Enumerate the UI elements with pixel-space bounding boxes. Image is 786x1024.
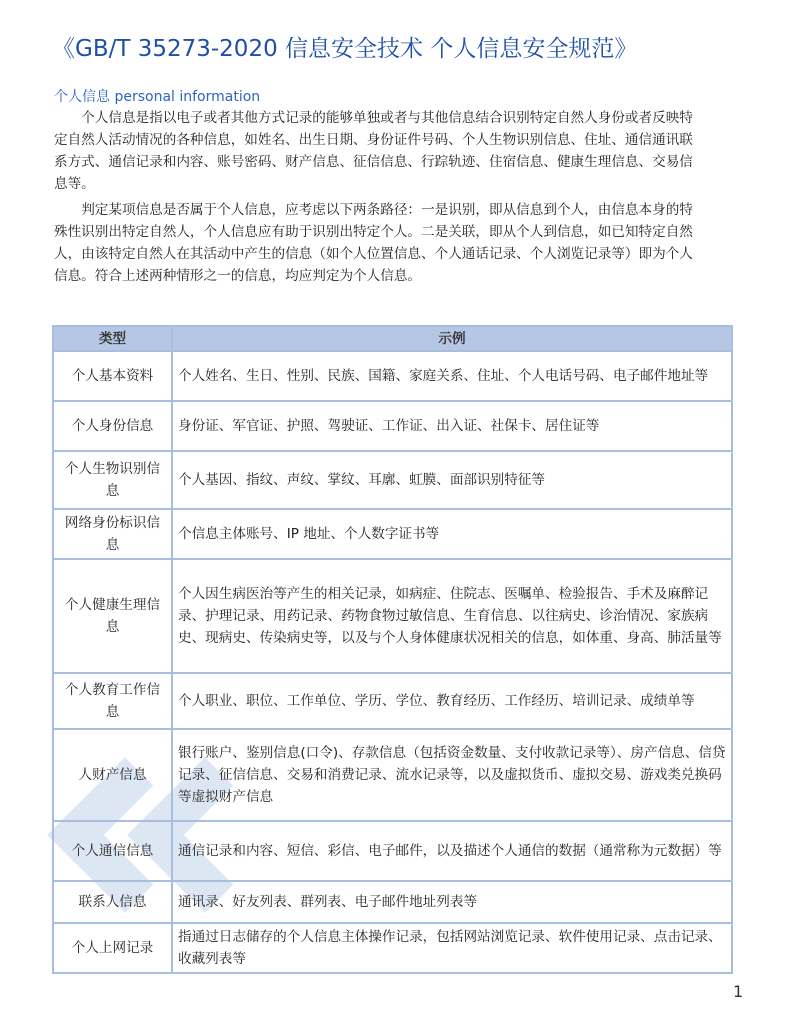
row-type: 个人通信信息 [53,821,172,881]
row-type: 联系人信息 [53,881,172,923]
document-title: 《GB/T 35273-2020 信息安全技术 个人信息安全规范》 [52,36,638,62]
row-example: 个人姓名、生日、性别、民族、国籍、家庭关系、住址、个人电话号码、电子邮件地址等 [172,351,732,401]
row-example: 身份证、军官证、护照、驾驶证、工作证、出入证、社保卡、居住证等 [172,401,732,451]
row-example: 个人因生病医治等产生的相关记录，如病症、住院志、医嘱单、检验报告、手术及麻醉记录、护理记录、用药记录、药物食物过敏信息、生育信息、以往病史、诊治情况、家族病史、现病史、传染病史等，以及与个人身体健康状况相关的信息，如体重、身高、肺活量等 [172,559,732,673]
definition-paragraph: 个人信息是指以电子或者其他方式记录的能够单独或者与其他信息结合识别特定自然人身份或者反映特定自然人活动情况的各种信息，如姓名、出生日期、身份证件号码、个人生物识别信息、住址、通信通讯联系方式、通信记录和内容、账号密码、财产信息、征信信息、行踪轨迹、住宿信息、健康生理信息、交易信息等。 [54,110,693,192]
table-row [53,509,732,559]
term-heading: 个人信息 personal information [54,89,261,105]
table-row [53,881,732,923]
table-row [53,351,732,401]
table-row [53,821,732,881]
table-row [53,451,732,509]
table-header-row [53,326,732,351]
row-example: 指通过日志储存的个人信息主体操作记录，包括网站浏览记录、软件使用记录、点击记录、收藏列表等 [172,923,732,973]
row-example: 个信息主体账号、IP 地址、个人数字证书等 [172,509,732,559]
table-row [53,923,732,973]
table-row [53,673,732,729]
row-example: 银行账户、鉴别信息(口令)、存款信息（包括资金数量、支付收款记录等）、房产信息、信贷记录、征信信息、交易和消费记录、流水记录等，以及虚拟货币、虚拟交易、游戏类兑换码等虚拟财产信息 [172,729,732,821]
table-row [53,559,732,673]
table-row [53,729,732,821]
table-row [53,401,732,451]
header-example: 示例 [172,326,732,351]
identification-paragraph: 判定某项信息是否属于个人信息，应考虑以下两条路径：一是识别，即从信息到个人，由信息本身的特殊性识别出特定自然人，个人信息应有助于识别出特定个人。二是关联，即从个人到信息，如已知特定自然人，由该特定自然人在其活动中产生的信息（如个人位置信息、个人通话记录、个人浏览记录等）即为个人信息。符合上述两种情形之一的信息，均应判定为个人信息。 [54,202,693,284]
row-type: 网络身份标识信息 [53,509,172,559]
row-example: 个人基因、指纹、声纹、掌纹、耳廓、虹膜、面部识别特征等 [172,451,732,509]
page-number: 1 [733,982,744,1001]
row-type: 个人教育工作信息 [53,673,172,729]
personal-info-table [52,325,733,974]
row-example: 通讯录、好友列表、群列表、电子邮件地址列表等 [172,881,732,923]
row-type: 人财产信息 [53,729,172,821]
row-example: 通信记录和内容、短信、彩信、电子邮件，以及描述个人通信的数据（通常称为元数据）等 [172,821,732,881]
row-type: 个人身份信息 [53,401,172,451]
row-type: 个人上网记录 [53,923,172,973]
row-type: 个人健康生理信息 [53,559,172,673]
header-type: 类型 [53,326,172,351]
row-type: 个人基本资料 [53,351,172,401]
row-example: 个人职业、职位、工作单位、学历、学位、教育经历、工作经历、培训记录、成绩单等 [172,673,732,729]
row-type: 个人生物识别信息 [53,451,172,509]
